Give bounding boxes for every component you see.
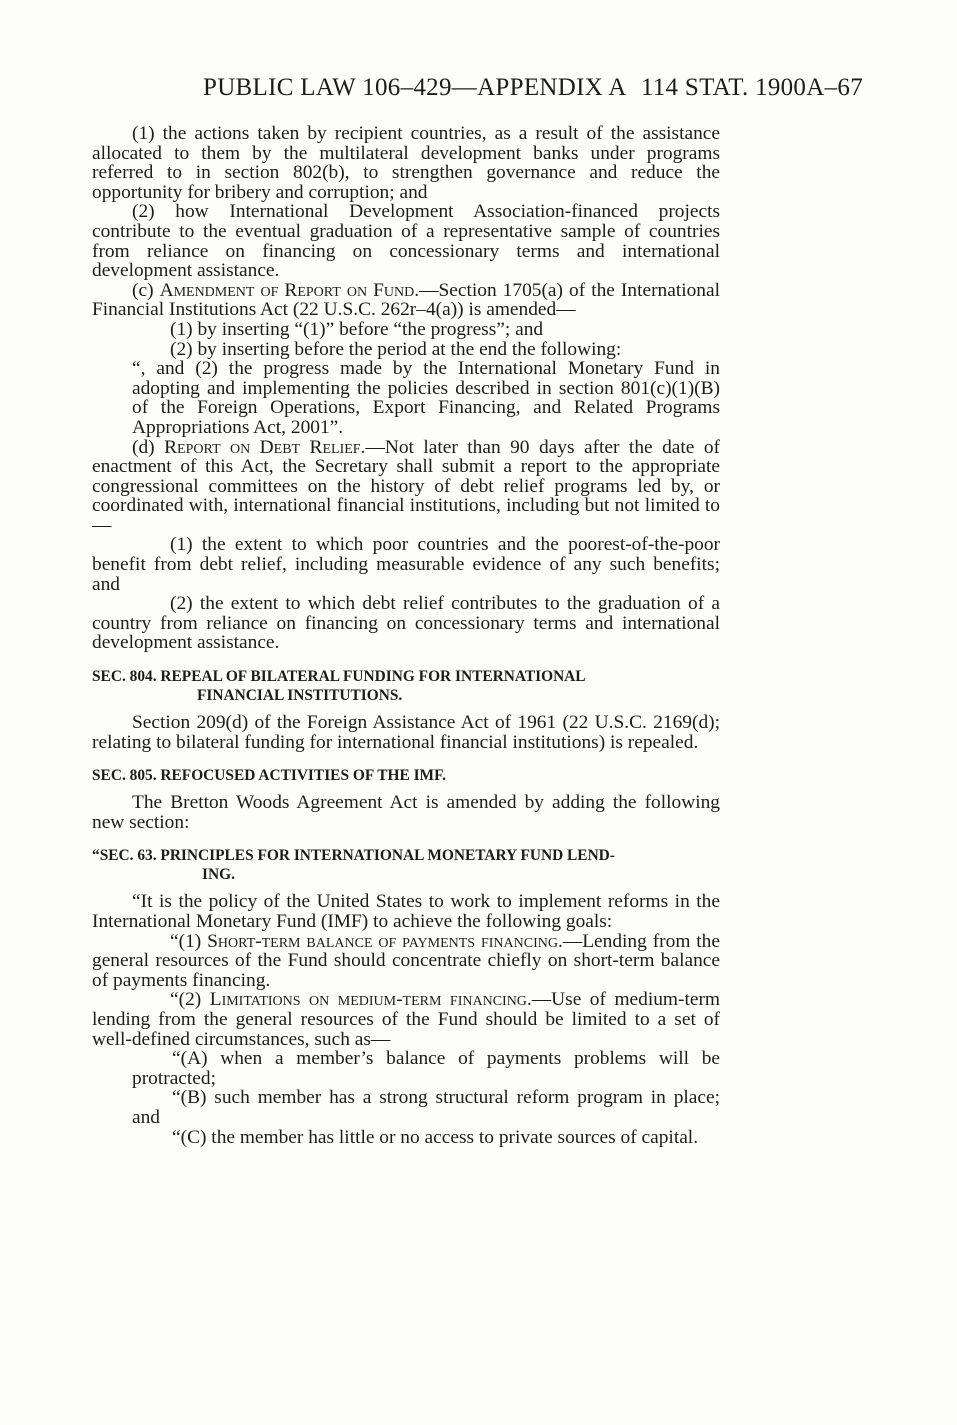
goal-1-heading: Short-term balance of payments financing. [207, 930, 563, 952]
goal-1-text: —Lending from the general resources of the Fund should concentrate chiefly on short-term balance of payments financing. [92, 930, 720, 991]
goal-2-text: —Use of medium-term lending from the general resources of the Fund should be limited to a set of well-defined circumstances, such as— [92, 989, 720, 1050]
running-head-title: PUBLIC LAW 106–429—APPENDIX A [203, 74, 627, 101]
subsection-d [92, 438, 720, 536]
section-804-text: Section 209(d) of the Foreign Assistance Act of 1961 (22 U.S.C. 2169(d); relating to bilateral funding for international financial institutions) is repealed. [92, 712, 720, 753]
paragraph-1: (1) the actions taken by recipient countries, as a result of the assistance allocated to them by the multilateral development banks under programs referred to in section 802(b), to strengthen governance and reduce the opportunity for bribery and corruption; and [92, 123, 720, 203]
subsection-c [92, 281, 720, 320]
section-804-heading-line-1: SEC. 804. REPEAL OF BILATERAL FUNDING FOR INTERNATIONAL [92, 668, 586, 686]
subsection-c-heading: Amendment of Report on Fund. [159, 279, 420, 301]
goal-1 [92, 932, 720, 991]
running-head-page-citation: 114 STAT. 1900A–67 [640, 74, 863, 101]
subsection-c-quoted-text: “, and (2) the progress made by the International Monetary Fund in adopting and implementing the policies described in section 801(c)(1)(B) of the Foreign Operations, Export Financing, and Related Programs Appropriations Act, 2001”. [132, 358, 720, 438]
goal-2-label: “(2) [170, 989, 210, 1011]
subsection-d-item-2: (2) the extent to which debt relief contributes to the graduation of a country from reliance on financing on concessionary terms and international development assistance. [92, 593, 720, 654]
subsection-d-text: —Not later than 90 days after the date of enactment of this Act, the Secretary shall submit a report to the appropriate congressional committees on the history of debt relief programs led by, or coordinated with, international financial institutions, including but not limited to— [92, 436, 720, 536]
subsection-c-label: (c) [132, 279, 160, 301]
subsection-c-item-2: (2) by inserting before the period at the end the following: [170, 338, 622, 360]
subsection-d-heading: Report on Debt Relief. [164, 436, 366, 458]
goal-1-label: “(1) [170, 930, 208, 952]
section-63-heading-line-1: “SEC. 63. PRINCIPLES FOR INTERNATIONAL MONETARY FUND LEND- [92, 847, 615, 865]
paragraph-2: (2) how International Development Association-financed projects contribute to the eventual graduation of a representative sample of countries from reliance on financing on concessionary terms and international development assistance. [92, 201, 720, 282]
section-805-heading: SEC. 805. REFOCUSED ACTIVITIES OF THE IMF. [92, 767, 446, 785]
section-63-heading [92, 846, 720, 884]
goal-2-item-a: “(A) when a member’s balance of payments problems will be protracted; [132, 1048, 720, 1089]
section-804-heading-line-2: FINANCIAL INSTITUTIONS. [197, 687, 403, 705]
goal-2 [92, 990, 720, 1049]
goal-2-item-c: “(C) the member has little or no access to private sources of capital. [172, 1126, 699, 1148]
subsection-d-item-1: (1) the extent to which poor countries and the poorest-of-the-poor benefit from debt relief, including measurable evidence of any such benefits; and [92, 534, 720, 595]
running-head [203, 72, 863, 104]
section-805-text: The Bretton Woods Agreement Act is amended by adding the following new section: [92, 792, 720, 833]
subsection-c-text: —Section 1705(a) of the International Financial Institutions Act (22 U.S.C. 262r–4(a)) is amended— [92, 279, 720, 321]
subsection-c-item-1: (1) by inserting “(1)” before “the progress”; and [170, 318, 544, 340]
section-804-heading [92, 667, 720, 705]
section-63-heading-line-2: ING. [202, 866, 235, 884]
goal-2-item-b: “(B) such member has a strong structural reform program in place; and [132, 1087, 720, 1128]
body-text [92, 124, 720, 1147]
subsection-d-label: (d) [132, 436, 165, 458]
section-63-text: “It is the policy of the United States to work to implement reforms in the International Monetary Fund (IMF) to achieve the following goals: [92, 891, 720, 932]
goal-2-heading: Limitations on medium-term financing. [209, 989, 532, 1011]
